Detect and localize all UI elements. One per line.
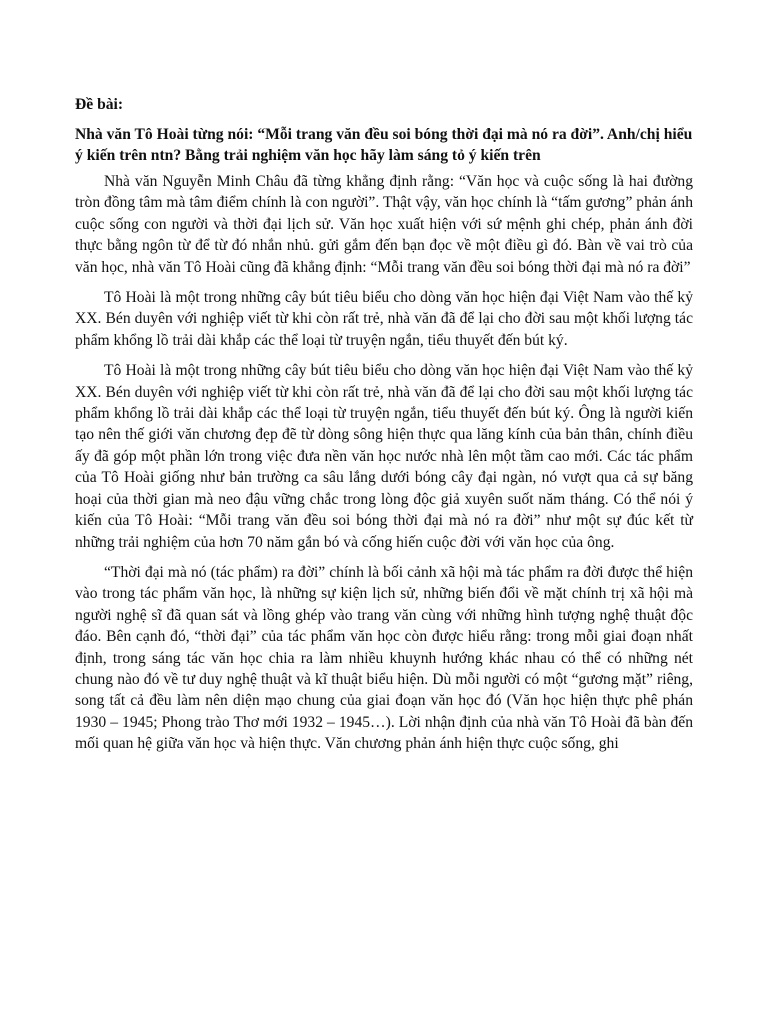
- paragraph-author-intro: Tô Hoài là một trong những cây bút tiêu biểu cho dòng văn học hiện đại Việt Nam vào thế kỷ XX. Bén duyên với nghiệp viết từ khi còn rất trẻ, nhà văn đã để lại cho đời sau một khối lượng tác phẩm khổng lồ trải dài khắp các thể loại từ truyện ngắn, tiểu thuyết đến bút ký.: [75, 289, 693, 349]
- paragraph-author-detail: Tô Hoài là một trong những cây bút tiêu biểu cho dòng văn học hiện đại Việt Nam vào thế kỷ XX. Bén duyên với nghiệp viết từ khi còn rất trẻ, nhà văn đã để lại cho đời sau một khối lượng tác phẩm khổng lồ trải dài khắp các thể loại từ truyện ngắn, tiểu thuyết đến bút ký. Ông là người kiến tạo nên thế giới văn chương đẹp đẽ từ dòng sông hiện thực qua lăng kính của bản thân, chính điều ấy đã góp một phần lớn trong việc đưa nền văn học nước nhà lên một tầm cao mới. Các tác phẩm của Tô Hoài giống như bản trường ca sâu lắng dưới bóng cây đại ngàn, nó vượt qua cả sự băng hoại của thời gian mà neo đậu vững chắc trong lòng độc giả xuyên suốt năm tháng. Có thể nói ý kiến của Tô Hoài: “Mỗi trang văn đều soi bóng thời đại mà nó ra đời” như một sự đúc kết từ những trải nghiệm của hơn 70 năm gắn bó và cống hiến cuộc đời với văn học của ông.: [75, 362, 693, 551]
- assignment-prompt: Nhà văn Tô Hoài từng nói: “Mỗi trang văn đều soi bóng thời đại mà nó ra đời”. Anh/chị hiểu ý kiến trên ntn? Bằng trải nghiệm văn học hãy làm sáng tỏ ý kiến trên: [75, 126, 693, 164]
- paragraph-intro: Nhà văn Nguyễn Minh Châu đã từng khẳng định rằng: “Văn học và cuộc sống là hai đường tròn đồng tâm mà tâm điểm chính là con người”. Thật vậy, văn học chính là “tấm gương” phản ánh cuộc sống con người và thời đại lịch sử. Văn học xuất hiện với sứ mệnh ghi chép, phản ánh đời thực bằng ngôn từ để từ đó nhắn nhủ. gửi gắm đến bạn đọc về một điều gì đó. Bàn về vai trò của văn học, nhà văn Tô Hoài cũng đã khẳng định: “Mỗi trang văn đều soi bóng thời đại mà nó ra đời”: [75, 173, 693, 276]
- assignment-heading: Đề bài:: [75, 96, 124, 113]
- paragraph-explanation: “Thời đại mà nó (tác phẩm) ra đời” chính là bối cảnh xã hội mà tác phẩm ra đời được thể hiện vào trong tác phẩm văn học, là những sự kiện lịch sử, những biến đổi về mặt chính trị xã hội mà người nghệ sĩ đã quan sát và lồng ghép vào trang văn cùng với những hình tượng nghệ thuật độc đáo. Bên cạnh đó, “thời đại” của tác phẩm văn học còn được hiểu rằng: trong mỗi giai đoạn nhất định, trong sáng tác văn học chia ra làm nhiều khuynh hướng khác nhau có thể có những nét chung nào đó về tư duy nghệ thuật và kĩ thuật biểu hiện. Dù mỗi người có một “gương mặt” riêng, song tất cả đều làm nên diện mạo chung của giai đoạn văn học đó (Văn học hiện thực phê phán 1930 – 1945; Phong trào Thơ mới 1932 – 1945…). Lời nhận định của nhà văn Tô Hoài đã bàn đến mối quan hệ giữa văn học và hiện thực. Văn chương phản ánh hiện thực cuộc sống, ghi: [75, 563, 693, 753]
